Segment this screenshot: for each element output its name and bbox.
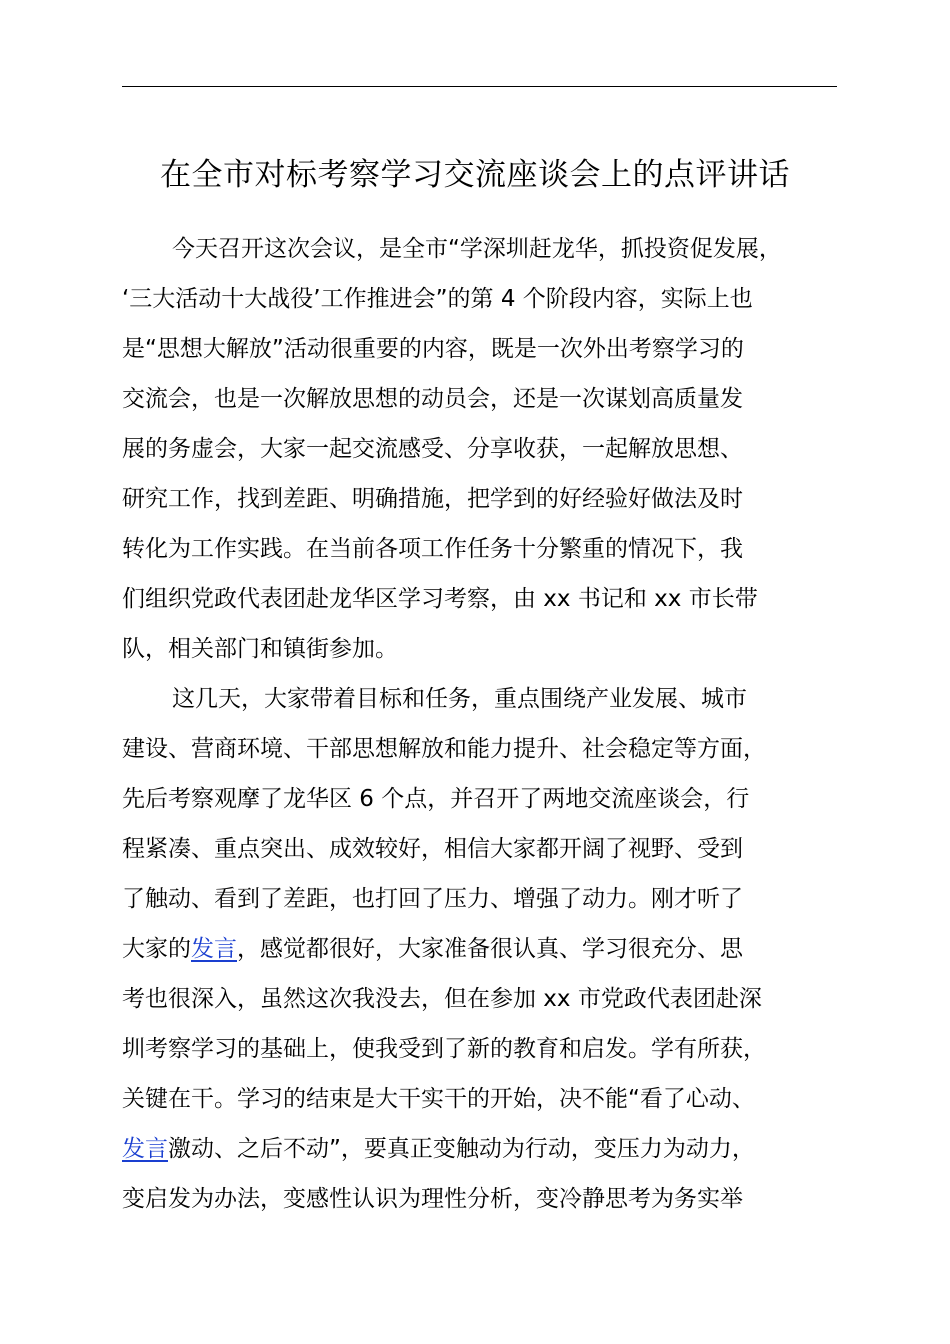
paragraph-line: 变启发为办法，变感性认识为理性分析，变冷静思考为务实举 — [122, 1186, 743, 1212]
paragraph-line: 研究工作，找到差距、明确措施，把学到的好经验好做法及时 — [122, 486, 743, 512]
speech-link[interactable]: 发言 — [122, 1136, 168, 1162]
paragraph-line: 先后考察观摩了龙华区 6 个点，并召开了两地交流座谈会，行 — [122, 786, 750, 812]
paragraph-line: 圳考察学习的基础上，使我受到了新的教育和启发。学有所获， — [122, 1036, 766, 1062]
paragraph-1 — [122, 224, 842, 674]
paragraph-line: 建设、营商环境、干部思想解放和能力提升、社会稳定等方面， — [122, 736, 766, 762]
paragraph-line — [122, 924, 842, 974]
paragraph-line: 今天召开这次会议，是全市“学深圳赶龙华，抓投资促发展， — [172, 236, 782, 262]
paragraph-line: 交流会，也是一次解放思想的动员会，还是一次谋划高质量发 — [122, 386, 743, 412]
paragraph-line: ‘三大活动十大战役’工作推进会”的第 4 个阶段内容，实际上也 — [122, 286, 753, 312]
paragraph-line: 展的务虚会，大家一起交流感受、分享收获，一起解放思想、 — [122, 436, 743, 462]
paragraph-line: 程紧凑、重点突出、成效较好，相信大家都开阔了视野、受到 — [122, 836, 743, 862]
paragraph-line: 是“思想大解放”活动很重要的内容，既是一次外出考察学习的 — [122, 336, 744, 362]
paragraph-2 — [122, 674, 842, 1224]
speech-link[interactable]: 发言 — [191, 936, 237, 962]
paragraph-line: 队，相关部门和镇街参加。 — [122, 636, 398, 662]
line-text: ，感觉都很好，大家准备很认真、学习很充分、思 — [237, 936, 743, 962]
paragraph-line: 转化为工作实践。在当前各项工作任务十分繁重的情况下，我 — [122, 536, 743, 562]
paragraph-line: 考也很深入，虽然这次我没去，但在参加 xx 市党政代表团赴深 — [122, 986, 762, 1012]
document-title: 在全市对标考察学习交流座谈会上的点评讲话 — [160, 157, 790, 193]
paragraph-line — [122, 1124, 842, 1174]
line-text: 大家的 — [122, 936, 191, 962]
paragraph-line: 这几天，大家带着目标和任务，重点围绕产业发展、城市 — [172, 686, 747, 712]
paragraph-line: 关键在干。学习的结束是大干实干的开始，决不能“看了心动、 — [122, 1086, 755, 1112]
line-text: 激动、之后不动”，要真正变触动为行动，变压力为动力， — [168, 1136, 755, 1162]
paragraph-line: 们组织党政代表团赴龙华区学习考察，由 xx 书记和 xx 市长带 — [122, 586, 758, 612]
paragraph-line: 了触动、看到了差距，也打回了压力、增强了动力。刚才听了 — [122, 886, 743, 912]
header-rule — [122, 86, 837, 87]
document-body — [122, 224, 842, 1224]
